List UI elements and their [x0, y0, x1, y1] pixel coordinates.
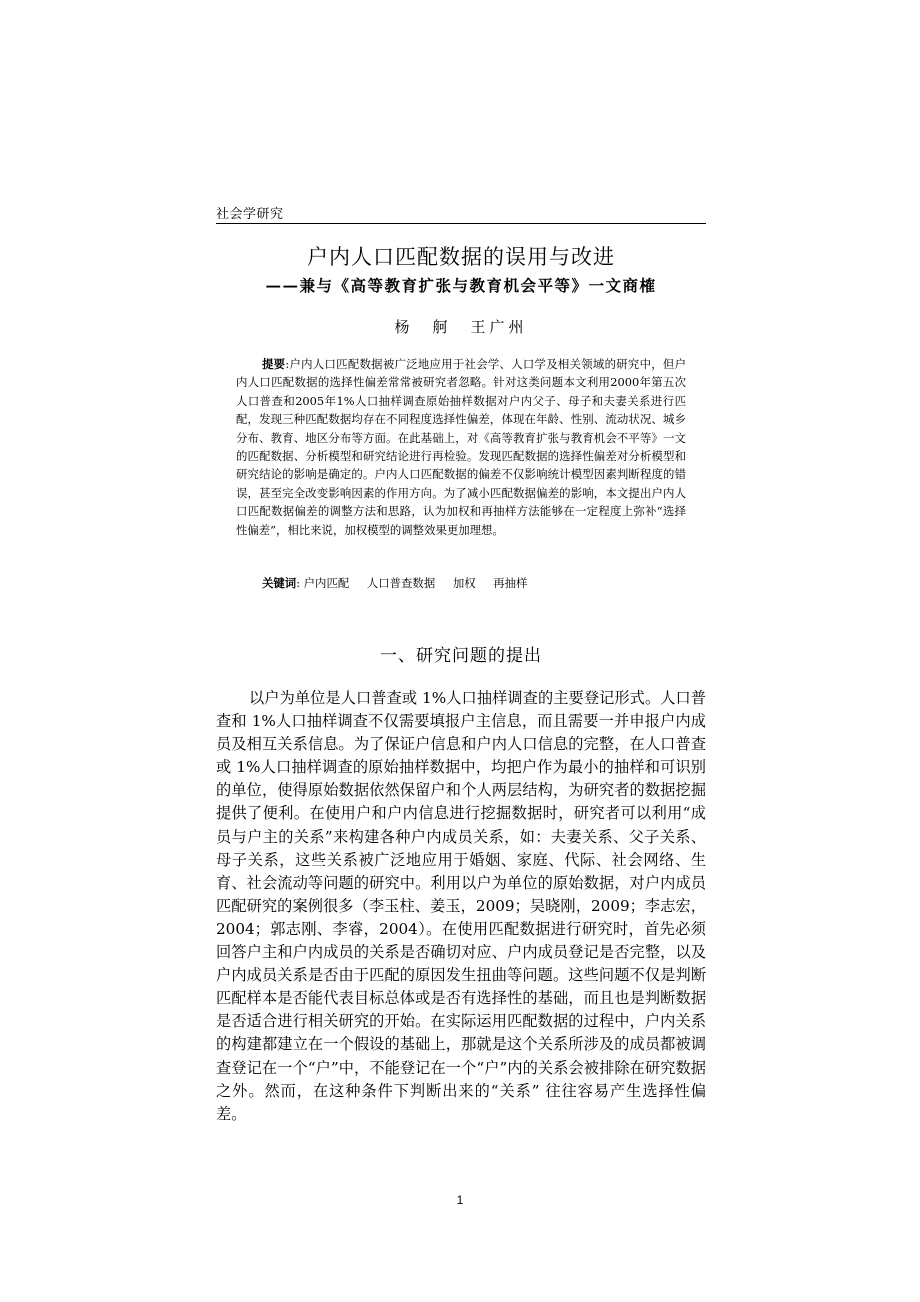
page-number: 1 [456, 1193, 464, 1207]
keywords-label: 关键词 [262, 576, 297, 590]
keywords [262, 574, 541, 592]
keyword-item: 人口普查数据 [366, 576, 436, 590]
abstract-label: 提要 [262, 357, 286, 371]
abstract-text: :户内人口匹配数据被广泛地应用于社会学、人口学及相关领域的研究中，但户内人口匹配数据的选择性偏差常常被研究者忽略。针对这类问题本文利用2000年第五次人口普查和2005年1%人口抽样调查原始抽样数据对户内父子、母子和夫妻关系进行匹配，发现三种匹配数据均存在不同程度选择性偏差，体现在年龄、性别、流动状况、城乡分布、教育、地区分布等方面。在此基础上，对《高等教育扩张与教育机会不平等》一文的匹配数据、分析模型和研究结论进行再检验。发现匹配数据的选择性偏差对分析模型和研究结论的影响是确定的。户内人口匹配数据的偏差不仅影响统计模型因素判断程度的错误，甚至完全改变影响因素的作用方向。为了减小匹配数据偏差的影响，本文提出户内人口匹配数据偏差的调整方法和思路，认为加权和再抽样方法能够在一定程度上弥补“选择性偏差”，相比来说，加权模型的调整效果更加理想。 [236, 357, 686, 537]
section-heading: 一、研究问题的提出 [380, 646, 542, 666]
keywords-separator: : [296, 576, 301, 590]
article-subtitle: ——兼与《高等教育扩张与教育机会平等》一文商榷 [265, 276, 657, 295]
body-paragraph: 以户为单位是人口普查或 1%人口抽样调查的主要登记形式。人口普查和 1%人口抽样调查不仅需要填报户主信息，而且需要一并申报户内成员及相互关系信息。为了保证户信息和户内人口信息的完整，在人口普查或 1%人口抽样调查的原始抽样数据中，均把户作为最小的抽样和可识别的单位，使得原始数据依然保留户和个人两层结构，为研究者的数据挖掘提供了便利。在使用户和户内信息进行挖掘数据时，研究者可以利用“成员与户主的关系”来构建各种户内成员关系，如：夫妻关系、父子关系、母子关系，这些关系被广泛地应用于婚姻、家庭、代际、社会网络、生育、社会流动等问题的研究中。利用以户为单位的原始数据，对户内成员匹配研究的案例很多（李玉柱、姜玉，2009；吴晓刚，2009；李志宏，2004；郭志刚、李睿，2004）。在使用匹配数据进行研究时，首先必须回答户主和户内成员的关系是否确切对应、户内成员登记是否完整，以及户内成员关系是否由于匹配的原因发生扭曲等问题。这些问题不仅是判断匹配样本是否能代表目标总体或是否有选择性的基础，而且也是判断数据是否适合进行相关研究的开始。在实际运用匹配数据的过程中，户内关系的构建都建立在一个假设的基础上，那就是这个关系所涉及的成员都被调查登记在一个“户”中，不能登记在一个“户”内的关系会被排除在研究数据之外。然而，在这种条件下判断出来的“关系” 往往容易产生选择性偏差。 [216, 689, 706, 1123]
keyword-item: 加权 [452, 576, 476, 590]
journal-name: 社会学研究 [216, 207, 284, 222]
article-authors: 杨 舸 王广州 [394, 318, 528, 336]
keyword-item: 再抽样 [493, 576, 528, 590]
abstract [236, 355, 686, 539]
keyword-item: 户内匹配 [303, 576, 350, 590]
article-title: 户内人口匹配数据的误用与改进 [307, 245, 615, 269]
running-header [216, 199, 706, 224]
